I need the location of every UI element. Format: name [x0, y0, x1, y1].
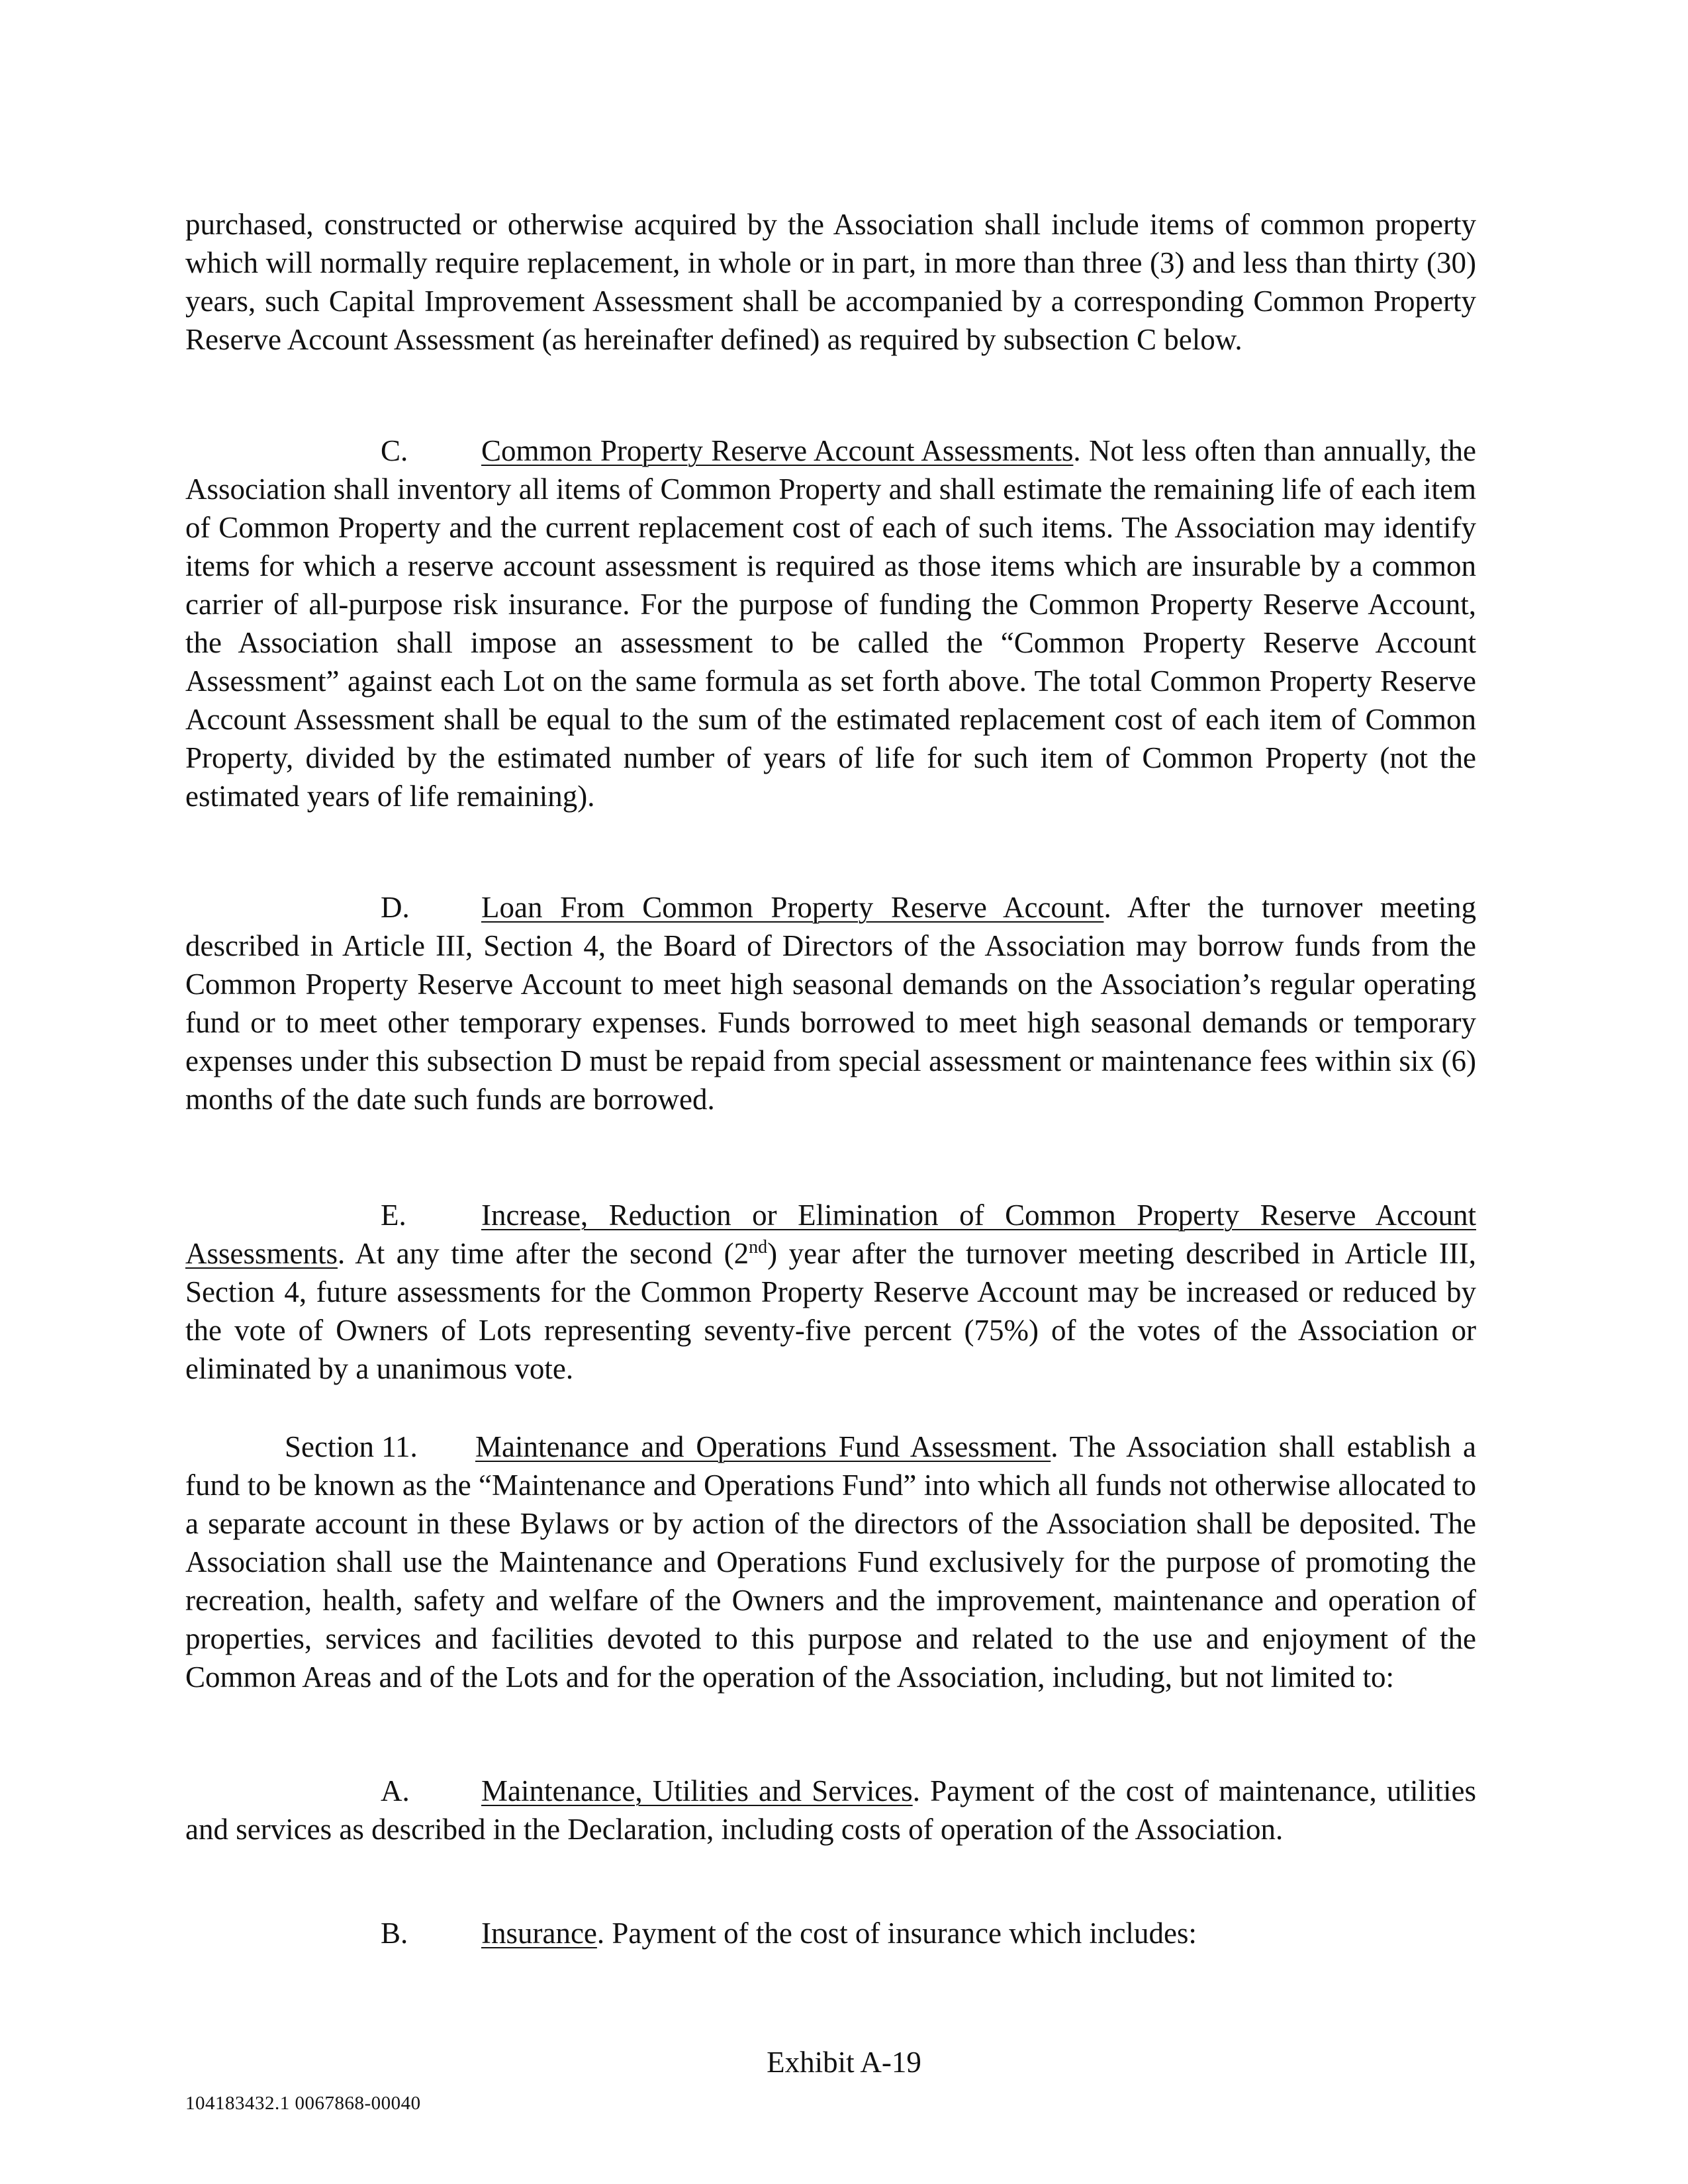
paragraph-text: . Payment of the cost of insurance which includes:: [596, 1917, 1197, 1950]
paragraph-maintenance-utilities: [185, 1772, 1476, 1848]
subsection-heading: Loan From Common Property Reserve Account: [481, 891, 1104, 924]
subsection-heading: Insurance: [481, 1917, 597, 1950]
subsection-label: E.: [381, 1199, 406, 1232]
subsection-label: C.: [381, 434, 408, 467]
paragraph-text: . At any time after the second (2: [338, 1237, 749, 1270]
subsection-heading: Common Property Reserve Account Assessments: [481, 434, 1074, 467]
paragraph-text: . Payment of the cost of maintenance, utilities and services as described in the Declaration, including costs of operation of the Association.: [185, 1774, 1476, 1846]
paragraph-increase-reduction: [185, 1196, 1476, 1388]
subsection-heading: Increase, Reduction or Elimination of Common Property Reserve Account Assessments: [185, 1199, 1476, 1270]
paragraph-reserve-account-assessments: [185, 432, 1476, 815]
document-number: 104183432.1 0067868-00040: [185, 2093, 421, 2114]
subsection-label: A.: [381, 1774, 410, 1807]
paragraph-insurance: [185, 1914, 1476, 1952]
ordinal-superscript: nd: [749, 1237, 768, 1257]
exhibit-footer: Exhibit A-19: [767, 2046, 921, 2079]
paragraph-text: . After the turnover meeting described in Article III, Section 4, the Board of Directors of the Association may borrow funds from the Common Property Reserve Account to meet high seasonal demands on the Association’s regular operating fund or to meet other temporary expenses. Funds borrowed to meet high seasonal demands or temporary expenses under this subsection D must be repaid from special assessment or maintenance fees within six (6) months of the date such funds are borrowed.: [185, 891, 1476, 1116]
paragraph-text: . Not less often than annually, the Association shall inventory all items of Common Property and shall estimate the remaining life of each item of Common Property and the current replacement cost of each of such items. The Association may identify items for which a reserve account assessment is required as those items which are insurable by a common carrier of all-purpose risk insurance. For the purpose of funding the Common Property Reserve Account, the Association shall impose an assessment to be called the “Common Property Reserve Account Assessment” against each Lot on the same formula as set forth above. The total Common Property Reserve Account Assessment shall be equal to the sum of the estimated replacement cost of each item of Common Property, divided by the estimated number of years of life for such item of Common Property (not the estimated years of life remaining).: [185, 434, 1476, 813]
paragraph-continuation: [185, 205, 1476, 359]
paragraph-text: purchased, constructed or otherwise acquired by the Association shall include items of common property which will normally require replacement, in whole or in part, in more than three (3) and less than thirty (30) years, such Capital Improvement Assessment shall be accompanied by a corresponding Common Property Reserve Account Assessment (as hereinafter defined) as required by subsection C below.: [185, 208, 1476, 356]
section-heading: Maintenance and Operations Fund Assessment: [475, 1430, 1051, 1463]
paragraph-text: ) year after the turnover meeting described in Article III, Section 4, future assessments for the Common Property Reserve Account may be increased or reduced by the vote of Owners of Lots representing seventy-five percent (75%) of the votes of the Association or eliminated by a unanimous vote.: [185, 1237, 1477, 1385]
section-label: Section 11.: [285, 1430, 418, 1463]
subsection-label: B.: [381, 1917, 408, 1950]
paragraph-text: . The Association shall establish a fund to be known as the “Maintenance and Operations Fund” into which all funds not otherwise allocated to a separate account in these Bylaws or by action of the directors of the Association shall be deposited. The Association shall use the Maintenance and Operations Fund exclusively for the purpose of promoting the recreation, health, safety and welfare of the Owners and the improvement, maintenance and operation of properties, services and facilities devoted to this purpose and related to the use and enjoyment of the Common Areas and of the Lots and for the operation of the Association, including, but not limited to:: [185, 1430, 1476, 1694]
subsection-label: D.: [381, 891, 410, 924]
subsection-heading: Maintenance, Utilities and Services: [481, 1774, 913, 1807]
paragraph-loan-from-reserve: [185, 888, 1476, 1118]
paragraph-section-11: [185, 1428, 1476, 1696]
